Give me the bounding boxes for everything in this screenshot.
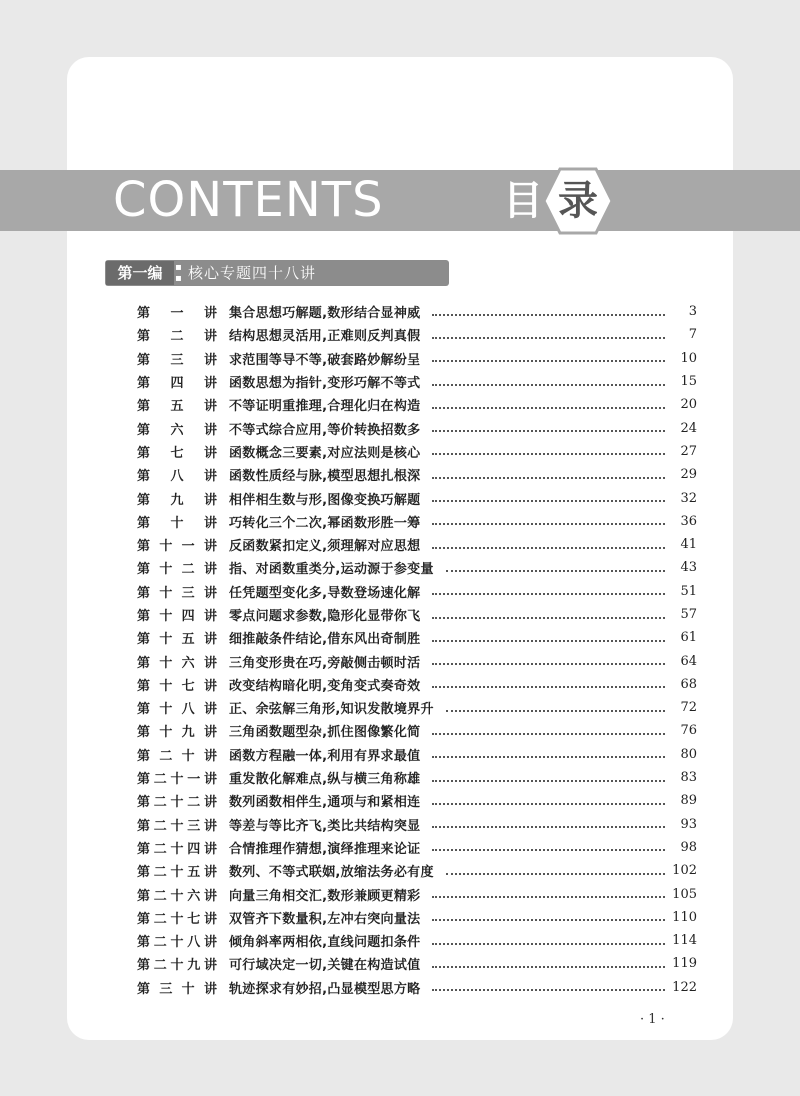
- toc-page-number: 10: [680, 350, 697, 366]
- toc-page-number: 93: [680, 816, 697, 832]
- toc-page-number: 24: [680, 420, 697, 436]
- toc-dot-leader: [432, 407, 665, 409]
- toc-title: 可行域决定一切,关键在构造试值: [229, 958, 421, 974]
- toc-lecture-number: 第 十 五 讲: [137, 632, 217, 648]
- toc-entry[interactable]: [137, 952, 697, 975]
- toc-entry[interactable]: [137, 510, 697, 533]
- toc-page-number: 102: [672, 863, 697, 879]
- toc-title: 等差与等比齐飞,类比共结构突显: [229, 818, 421, 834]
- toc-page-number: 29: [680, 467, 697, 483]
- toc-title: 求范围等导不等,破套路妙解纷呈: [229, 352, 421, 368]
- toc-dot-leader: [432, 500, 665, 502]
- toc-title: 合情推理作猜想,演绎推理来论证: [229, 841, 421, 857]
- contents-cn-char-2: 录: [558, 178, 598, 224]
- toc-dot-leader: [446, 710, 665, 712]
- toc-title: 细推敲条件结论,借东风出奇制胜: [229, 632, 421, 648]
- toc-lecture-number: 第 二 十 九 讲: [137, 958, 217, 974]
- toc-entry[interactable]: [137, 673, 697, 696]
- toc-dot-leader: [446, 873, 665, 875]
- toc-lecture-number: 第 七 讲: [137, 445, 217, 461]
- contents-cn-char-1: 目: [503, 178, 543, 224]
- toc-entry[interactable]: [137, 393, 697, 416]
- toc-title: 轨迹探求有妙招,凸显模型思方略: [229, 981, 421, 997]
- toc-entry[interactable]: [137, 906, 697, 929]
- toc-entry[interactable]: [137, 416, 697, 439]
- toc-dot-leader: [432, 919, 665, 921]
- toc-page-number: 15: [680, 374, 697, 390]
- toc-title: 零点问题求参数,隐形化显带你飞: [229, 609, 421, 624]
- toc-dot-leader: [432, 826, 665, 828]
- toc-lecture-number: 第 九 讲: [137, 492, 217, 508]
- toc-entry[interactable]: [137, 300, 697, 323]
- toc-page-number: 76: [680, 723, 697, 739]
- toc-dot-leader: [432, 896, 665, 898]
- toc-entry[interactable]: [137, 440, 697, 463]
- toc-page-number: 105: [672, 886, 697, 902]
- toc-lecture-number: 第 二 十 八 讲: [137, 935, 217, 951]
- toc-entry[interactable]: [137, 347, 697, 370]
- toc-title: 倾角斜率两相依,直线问题扣条件: [229, 935, 421, 951]
- toc-lecture-number: 第 二 十 五 讲: [137, 865, 217, 881]
- toc-page-number: 7: [688, 327, 697, 343]
- toc-entry[interactable]: [137, 486, 697, 509]
- page-number: · 1 ·: [640, 1012, 665, 1027]
- toc-page-number: 114: [672, 933, 697, 949]
- toc-lecture-number: 第 六 讲: [137, 422, 217, 438]
- toc-entry[interactable]: [137, 580, 697, 603]
- toc-page-number: 72: [680, 700, 697, 716]
- toc-lecture-number: 第 八 讲: [137, 469, 217, 485]
- toc-dot-leader: [432, 663, 665, 665]
- toc-entry[interactable]: [137, 789, 697, 812]
- toc-entry[interactable]: [137, 696, 697, 719]
- toc-entry[interactable]: [137, 766, 697, 789]
- toc-page-number: 98: [680, 839, 697, 855]
- toc-entry[interactable]: [137, 626, 697, 649]
- toc-entry[interactable]: [137, 882, 697, 905]
- toc-dot-leader: [432, 477, 665, 479]
- toc-dot-leader: [432, 617, 665, 619]
- toc-lecture-number: 第 十 四 讲: [137, 609, 217, 624]
- toc-title: 函数性质经与脉,模型思想扎根深: [229, 469, 421, 485]
- toc-list: [137, 300, 697, 999]
- toc-page-number: 61: [680, 630, 697, 646]
- toc-title: 不等式综合应用,等价转换招数多: [229, 422, 421, 438]
- toc-page-number: 57: [680, 607, 697, 622]
- toc-page-number: 51: [680, 583, 697, 599]
- toc-dot-leader: [432, 430, 665, 432]
- toc-title: 函数概念三要素,对应法则是核心: [229, 445, 421, 461]
- toc-dot-leader: [432, 966, 665, 968]
- toc-title: 数列、不等式联姻,放缩法务必有度: [229, 865, 434, 881]
- toc-entry[interactable]: [137, 603, 697, 626]
- part-label: 第一编: [106, 261, 174, 285]
- toc-entry[interactable]: [137, 813, 697, 836]
- toc-entry[interactable]: [137, 836, 697, 859]
- toc-title: 相伴相生数与形,图像变换巧解题: [229, 492, 421, 508]
- toc-dot-leader: [432, 523, 665, 525]
- toc-page-number: 43: [680, 560, 697, 576]
- toc-page-number: 122: [672, 979, 697, 995]
- toc-page-number: 89: [680, 793, 697, 809]
- toc-entry[interactable]: [137, 323, 697, 346]
- toc-title: 数列函数相伴生,通项与和紧相连: [229, 795, 421, 811]
- toc-title: 反函数紧扣定义,须理解对应思想: [229, 539, 421, 555]
- toc-lecture-number: 第 二 讲: [137, 329, 217, 345]
- toc-dot-leader: [432, 803, 665, 805]
- toc-dot-leader: [432, 593, 665, 595]
- toc-entry[interactable]: [137, 719, 697, 742]
- toc-entry[interactable]: [137, 370, 697, 393]
- part-title: 核心专题四十八讲: [188, 264, 317, 282]
- toc-title: 函数方程融一体,利用有界求最值: [229, 748, 421, 764]
- toc-dot-leader: [432, 686, 665, 688]
- toc-title: 三角函数题型杂,抓住图像繁化简: [229, 725, 421, 741]
- toc-lecture-number: 第 二 十 四 讲: [137, 841, 217, 857]
- toc-dot-leader: [432, 989, 665, 991]
- toc-page-number: 83: [680, 770, 697, 786]
- toc-dot-leader: [432, 756, 665, 758]
- toc-lecture-number: 第 二 十 七 讲: [137, 911, 217, 927]
- toc-lecture-number: 第 十 九 讲: [137, 725, 217, 741]
- toc-lecture-number: 第 一 讲: [137, 306, 217, 322]
- toc-page-number: 3: [688, 304, 697, 320]
- toc-lecture-number: 第 十 八 讲: [137, 702, 217, 718]
- toc-entry[interactable]: [137, 463, 697, 486]
- toc-entry[interactable]: [137, 533, 697, 556]
- toc-title: 任凭题型变化多,导数登场速化解: [229, 585, 421, 601]
- toc-dot-leader: [432, 314, 665, 316]
- part-divider-dots: ▪ ▪: [175, 262, 182, 284]
- toc-dot-leader: [432, 780, 665, 782]
- toc-page-number: 20: [680, 397, 697, 413]
- toc-title: 重发散化解难点,纵与横三角称雄: [229, 772, 421, 788]
- toc-dot-leader: [432, 943, 665, 945]
- toc-lecture-number: 第 二 十 二 讲: [137, 795, 217, 811]
- toc-lecture-number: 第 十 讲: [137, 515, 217, 531]
- toc-dot-leader: [432, 360, 665, 362]
- toc-entry[interactable]: [137, 556, 697, 579]
- toc-entry[interactable]: [137, 859, 697, 882]
- toc-entry[interactable]: [137, 649, 697, 672]
- toc-lecture-number: 第 十 二 讲: [137, 562, 217, 578]
- toc-title: 指、对函数重类分,运动源于参变量: [229, 562, 434, 578]
- toc-lecture-number: 第 四 讲: [137, 376, 217, 392]
- toc-dot-leader: [446, 570, 665, 572]
- toc-page-number: 64: [680, 653, 697, 669]
- toc-title: 集合思想巧解题,数形结合显神威: [229, 306, 421, 322]
- toc-lecture-number: 第 三 十 讲: [137, 981, 217, 997]
- toc-lecture-number: 第 十 一 讲: [137, 539, 217, 555]
- toc-page-number: 32: [680, 490, 697, 506]
- toc-dot-leader: [432, 453, 665, 455]
- toc-dot-leader: [432, 337, 665, 339]
- toc-title: 双管齐下数量积,左冲右突向量法: [229, 911, 421, 927]
- toc-entry[interactable]: [137, 743, 697, 766]
- toc-page-number: 80: [680, 746, 697, 762]
- toc-lecture-number: 第 十 七 讲: [137, 678, 217, 694]
- toc-title: 改变结构暗化明,变角变式奏奇效: [229, 678, 421, 694]
- toc-page-number: 119: [672, 956, 697, 972]
- toc-page-number: 36: [680, 513, 697, 529]
- toc-dot-leader: [432, 733, 665, 735]
- toc-title: 不等证明重推理,合理化归在构造: [229, 399, 421, 415]
- toc-page-number: 27: [680, 443, 697, 459]
- toc-dot-leader: [432, 384, 665, 386]
- toc-lecture-number: 第 三 讲: [137, 352, 217, 368]
- toc-title: 三角变形贵在巧,旁敲侧击顿时活: [229, 655, 421, 671]
- toc-dot-leader: [432, 640, 665, 642]
- toc-lecture-number: 第 十 三 讲: [137, 585, 217, 601]
- toc-page-number: 41: [680, 537, 697, 553]
- toc-entry[interactable]: [137, 976, 697, 999]
- toc-lecture-number: 第 五 讲: [137, 399, 217, 415]
- toc-title: 结构思想灵活用,正难则反判真假: [229, 329, 421, 345]
- toc-page-number: 68: [680, 676, 697, 692]
- toc-page-number: 110: [672, 909, 697, 925]
- toc-title: 向量三角相交汇,数形兼顾更精彩: [229, 888, 421, 904]
- toc-dot-leader: [432, 547, 665, 549]
- toc-lecture-number: 第 二 十 三 讲: [137, 818, 217, 834]
- toc-lecture-number: 第 二 十 六 讲: [137, 888, 217, 904]
- toc-title: 正、余弦解三角形,知识发散境界升: [229, 702, 434, 718]
- toc-title: 巧转化三个二次,幂函数形胜一筹: [229, 515, 421, 531]
- contents-title: CONTENTS: [113, 172, 384, 228]
- toc-lecture-number: 第 二 十 讲: [137, 748, 217, 764]
- toc-lecture-number: 第 十 六 讲: [137, 655, 217, 671]
- toc-title: 函数思想为指针,变形巧解不等式: [229, 376, 421, 392]
- toc-lecture-number: 第 二 十 一 讲: [137, 772, 217, 788]
- toc-dot-leader: [432, 849, 665, 851]
- toc-entry[interactable]: [137, 929, 697, 952]
